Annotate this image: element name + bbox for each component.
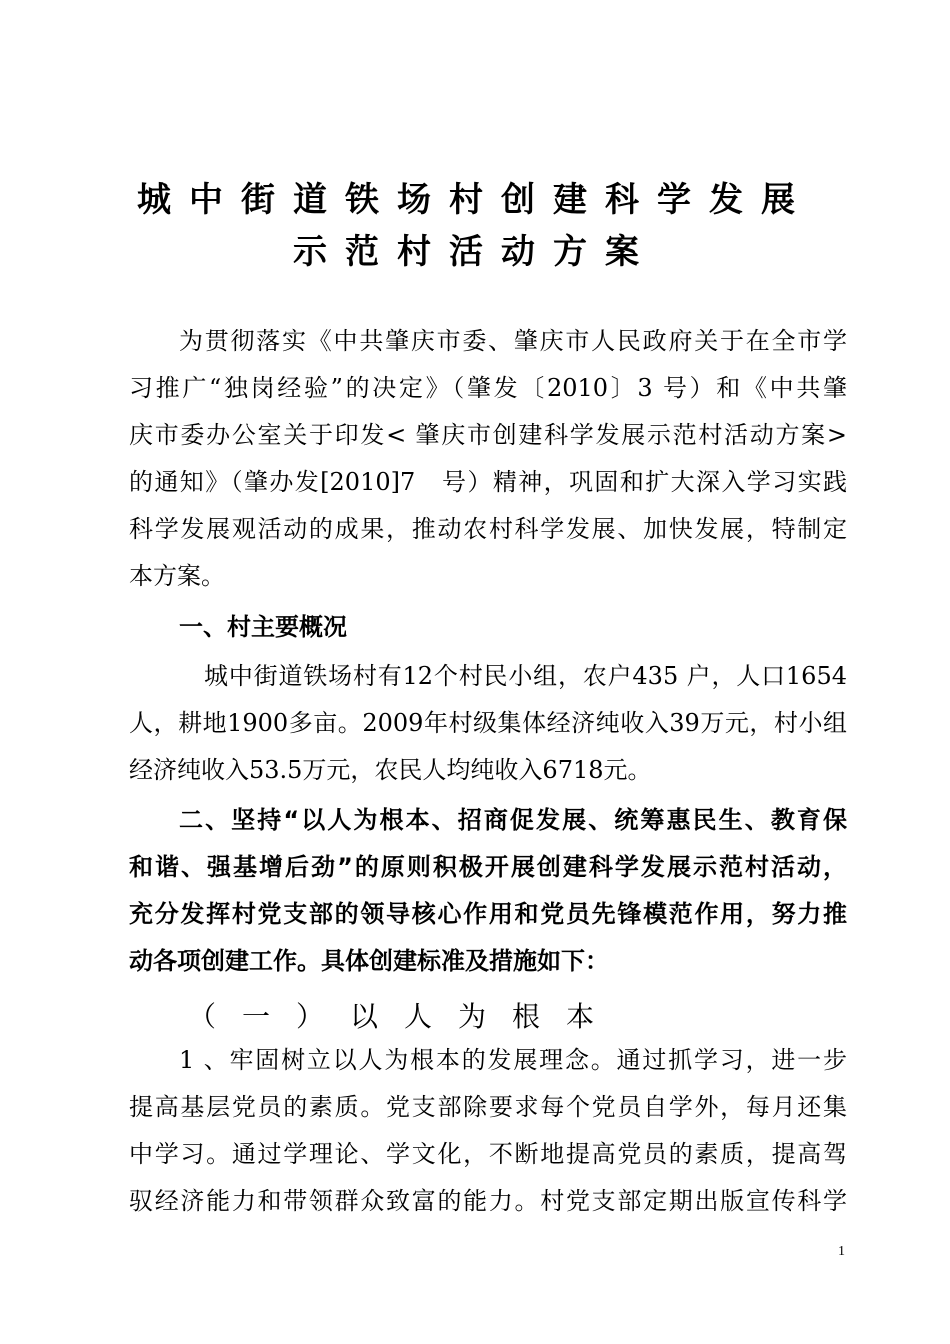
- subsection1-line: 中学习。通过学理论、学文化，不断地提高党员的素质，提高驾: [129, 1140, 847, 1168]
- section2-paragraph: [129, 797, 847, 985]
- document-title-line1: 城中街道铁场村创建科学发展: [137, 180, 813, 220]
- subsection1-line: 1 、牢固树立以人为根本的发展理念。通过抓学习，进一步: [179, 1046, 847, 1074]
- subsection1-line: 驭经济能力和带领群众致富的能力。村党支部定期出版宣传科学: [129, 1187, 847, 1215]
- intro-line: 为贯彻落实《中共肇庆市委、肇庆市人民政府关于在全市学: [179, 327, 847, 355]
- subsection1-line: 提高基层党员的素质。党支部除要求每个党员自学外，每月还集: [129, 1093, 847, 1121]
- intro-line: 习推广“独岗经验”的决定》（肇发〔2010〕3 号）和《中共肇: [129, 374, 847, 402]
- intro-paragraph: [129, 318, 847, 600]
- section1-line: 人，耕地1900多亩。2009年村级集体经济纯收入39万元，村小组: [129, 709, 847, 737]
- intro-line: 的通知》（肇办发[2010]7 号）精神，巩固和扩大深入学习实践: [129, 468, 847, 496]
- intro-line: 本方案。: [129, 562, 225, 590]
- section1-heading: 一、村主要概况: [179, 613, 347, 641]
- section1-line: 城中街道铁场村有12个村民小组，农户435 户，人口1654: [204, 662, 847, 690]
- document-title-line2: 示范村活动方案: [293, 232, 657, 272]
- intro-line: 科学发展观活动的成果，推动农村科学发展、加快发展，特制定: [129, 515, 847, 543]
- page-number: 1: [838, 1244, 845, 1259]
- section2-line: 二、坚持“以人为根本、招商促发展、统筹惠民生、教育保: [179, 806, 847, 834]
- subsection1-paragraph: [129, 1037, 847, 1225]
- subsection1-heading: （一）以人为根本: [188, 1000, 621, 1033]
- intro-line: 庆市委办公室关于印发< 肇庆市创建科学发展示范村活动方案>: [129, 421, 847, 449]
- section2-line: 和谐、强基增后劲”的原则积极开展创建科学发展示范村活动，: [129, 853, 847, 881]
- section1-paragraph: [129, 653, 847, 794]
- section1-line: 经济纯收入53.5万元，农民人均纯收入6718元。: [129, 756, 652, 784]
- section1-block: [129, 604, 847, 651]
- section2-line: 动各项创建工作。具体创建标准及措施如下：: [129, 947, 609, 975]
- section2-line: 充分发挥村党支部的领导核心作用和党员先锋模范作用，努力推: [129, 900, 847, 928]
